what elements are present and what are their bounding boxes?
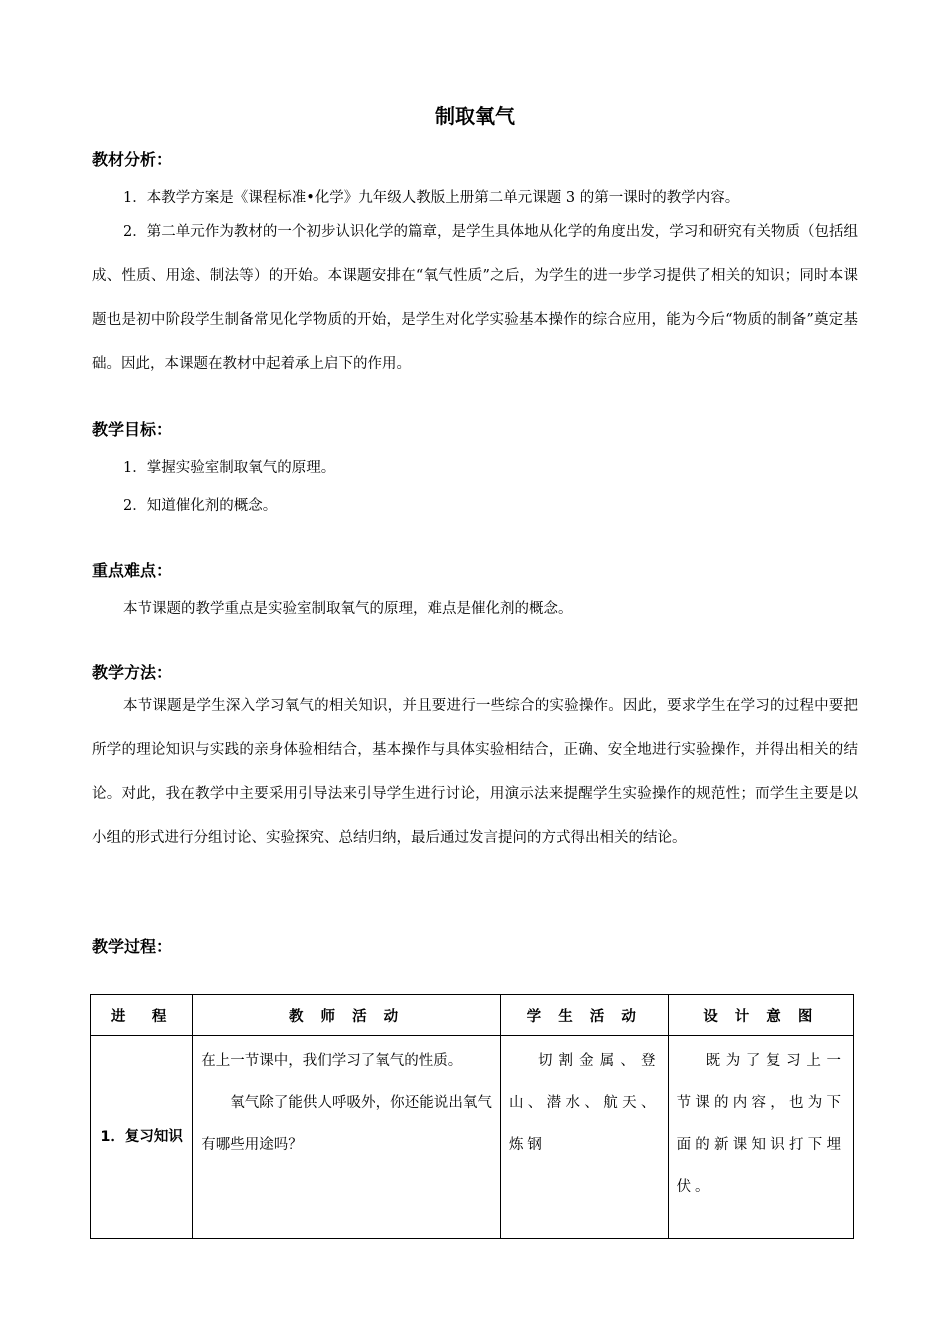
document-title: 制取氧气 bbox=[435, 104, 515, 128]
stage-cell: 1．复习知识 bbox=[91, 1036, 193, 1239]
heading-goals: 教学目标： bbox=[92, 420, 173, 439]
goal-item-1: 1．掌握实验室制取氧气的原理。 bbox=[123, 460, 336, 476]
header-student-activity: 学 生 活 动 bbox=[500, 995, 668, 1036]
heading-methods: 教学方法： bbox=[92, 663, 173, 682]
key-points-text: 本节课题的教学重点是实验室制取氧气的原理，难点是催化剂的概念。 bbox=[123, 601, 573, 617]
design-intent-cell bbox=[668, 1036, 853, 1239]
header-design-intent: 设 计 意 图 bbox=[668, 995, 853, 1036]
header-stage: 进 程 bbox=[91, 995, 193, 1036]
teacher-activity-cell bbox=[193, 1036, 501, 1239]
student-activity-cell bbox=[500, 1036, 668, 1239]
heading-analysis: 教材分析： bbox=[92, 150, 173, 169]
heading-key-points: 重点难点： bbox=[92, 561, 173, 580]
student-activity-text: 切割金属、登山、潜水、航天、炼钢 bbox=[508, 1053, 660, 1153]
table-header-row bbox=[91, 995, 854, 1036]
analysis-paragraph-1: 1．本教学方案是《课程标准•化学》九年级人教版上册第二单元课题 3 的第一课时的教学内容。 bbox=[123, 190, 740, 206]
teaching-process-table bbox=[90, 994, 854, 1239]
heading-process: 教学过程： bbox=[92, 937, 173, 956]
goal-item-2: 2．知道催化剂的概念。 bbox=[123, 498, 278, 514]
teacher-activity-text-1: 在上一节课中，我们学习了氧气的性质。 bbox=[201, 1053, 463, 1069]
teacher-activity-text-2: 氧气除了能供人呼吸外，你还能说出氧气有哪些用途吗？ bbox=[201, 1095, 492, 1153]
design-intent-text: 既为了复习上一节课的内容，也为下面的新课知识打下埋伏。 bbox=[676, 1053, 845, 1195]
header-teacher-activity: 教 师 活 动 bbox=[193, 995, 501, 1036]
methods-paragraph: 本节课题是学生深入学习氧气的相关知识，并且要进行一些综合的实验操作。因此，要求学生在学习的过程中要把所学的理论知识与实践的亲身体验相结合，基本操作与具体实验相结合，正确、安全地进行实验操作，并得出相关的结论。对此，我在教学中主要采用引导法来引导学生进行讨论，用演示法来提醒学生实验操作的规范性；而学生主要是以小组的形式进行分组讨论、实验探究、总结归纳，最后通过发言提问的方式得出相关的结论。 bbox=[92, 698, 858, 846]
analysis-paragraph-2: 2．第二单元作为教材的一个初步认识化学的篇章，是学生具体地从化学的角度出发，学习和研究有关物质（包括组成、性质、用途、制法等）的开始。本课题安排在“氧气性质”之后，为学生的进一步学习提供了相关的知识；同时本课题也是初中阶段学生制备常见化学物质的开始，是学生对化学实验基本操作的综合应用，能为今后“物质的制备”奠定基础。因此，本课题在教材中起着承上启下的作用。 bbox=[92, 224, 858, 372]
table-row bbox=[91, 1036, 854, 1239]
